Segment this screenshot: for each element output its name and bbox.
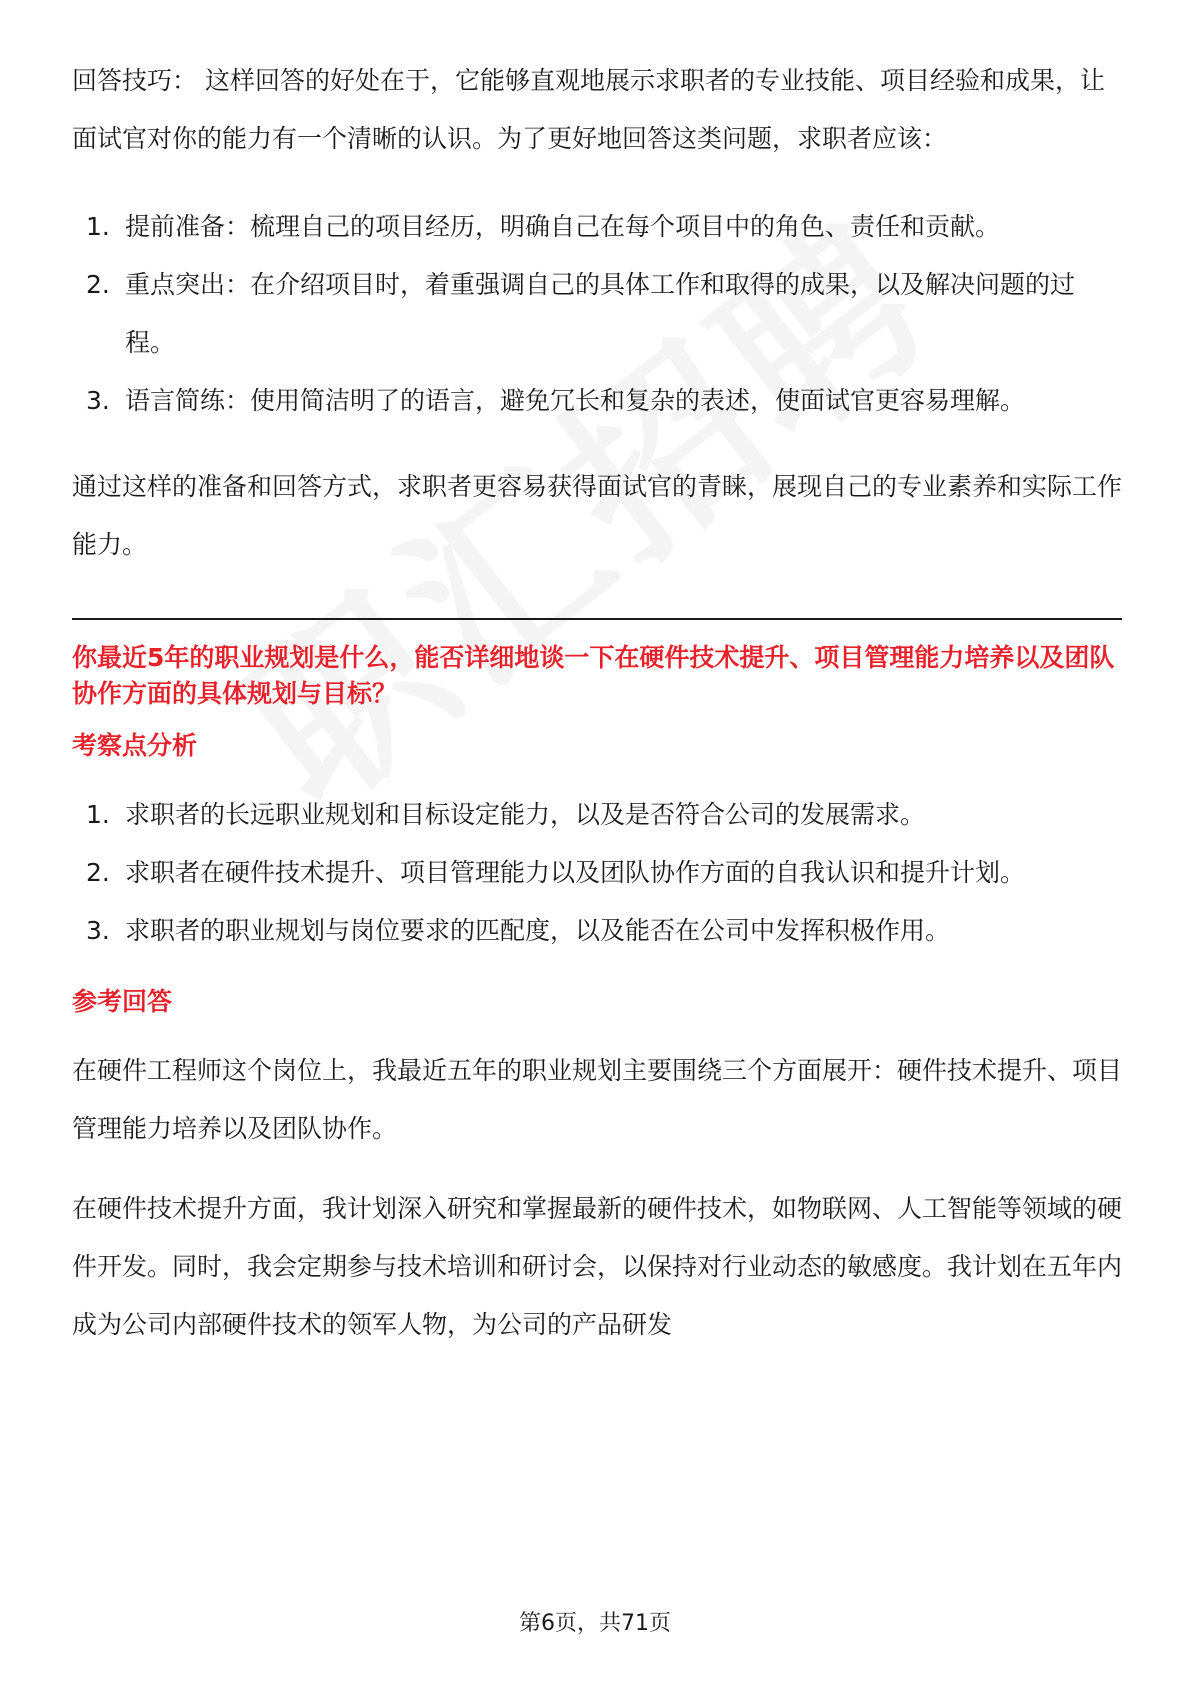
answer-heading: 参考回答 <box>72 987 173 1016</box>
analysis-heading: 考察点分析 <box>72 731 198 760</box>
intro-paragraph <box>72 52 1122 168</box>
question-title: 你最近5年的职业规划是什么，能否详细地谈一下在硬件技术提升、项目管理能力培养以及团队协作方面的具体规划与目标？ <box>72 643 1115 708</box>
analysis-list <box>72 786 1122 960</box>
list-item: 1. 提前准备：梳理自己的项目经历，明确自己在每个项目中的角色、责任和贡献。 <box>86 212 1001 241</box>
section-divider <box>72 618 1122 620</box>
document-page <box>72 52 1122 1354</box>
answer-paragraph: 在硬件技术提升方面，我计划深入研究和掌握最新的硬件技术，如物联网、人工智能等领域的硬件开发。同时，我会定期参与技术培训和研讨会，以保持对行业动态的敏感度。我计划在五年内成为公司内部硬件技术的领军人物，为公司的产品研发 <box>72 1194 1123 1339</box>
list-item: 2. 求职者在硬件技术提升、项目管理能力以及团队协作方面的自我认识和提升计划。 <box>86 858 1026 887</box>
list-item: 2. 重点突出：在介绍项目时，着重强调自己的具体工作和取得的成果，以及解决问题的过程。 <box>86 270 1076 357</box>
tips-list <box>72 198 1122 430</box>
list-item: 3. 求职者的职业规划与岗位要求的匹配度，以及能否在公司中发挥积极作用。 <box>86 916 951 945</box>
list-item: 3. 语言简练：使用简洁明了的语言，避免冗长和复杂的表述，使面试官更容易理解。 <box>86 386 1026 415</box>
intro-label: 回答技巧： <box>72 66 198 95</box>
page-footer: 第6页，共71页 <box>519 1611 671 1636</box>
list-item: 1. 求职者的长远职业规划和目标设定能力，以及是否符合公司的发展需求。 <box>86 800 926 829</box>
conclusion-paragraph: 通过这样的准备和回答方式，求职者更容易获得面试官的青睐，展现自己的专业素养和实际工作能力。 <box>72 472 1123 559</box>
answer-paragraph: 在硬件工程师这个岗位上，我最近五年的职业规划主要围绕三个方面展开：硬件技术提升、项目管理能力培养以及团队协作。 <box>72 1056 1123 1143</box>
intro-text: 这样回答的好处在于，它能够直观地展示求职者的专业技能、项目经验和成果，让面试官对你的能力有一个清晰的认识。为了更好地回答这类问题，求职者应该： <box>72 66 1105 153</box>
